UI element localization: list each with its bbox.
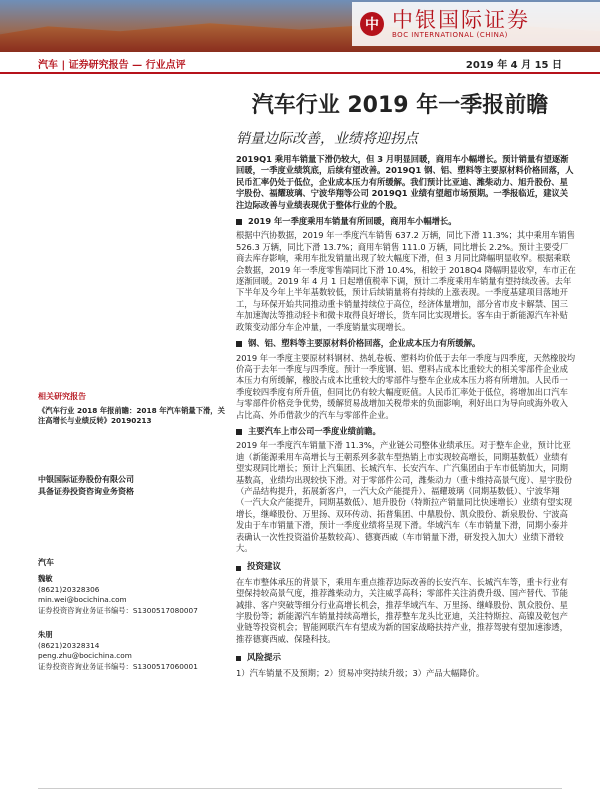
- related-report-link[interactable]: 《汽车行业 2018 年报前瞻：2018 年汽车销量下滑，关注高增长与业绩反转》20190213: [38, 406, 225, 425]
- analyst-card: [38, 630, 228, 672]
- bullet-square-icon: [236, 566, 241, 571]
- bullet-square-icon: [236, 341, 242, 347]
- sidebar: [38, 392, 228, 672]
- investment-heading: 投资建议: [236, 562, 576, 573]
- logo-chinese: 中银国际证券: [392, 8, 530, 32]
- analyst-phone: (8621)20328306: [38, 584, 100, 594]
- logo-english: BOC INTERNATIONAL (CHINA): [392, 31, 508, 39]
- bullet-square-icon: [236, 429, 242, 435]
- footer-divider: [38, 788, 562, 789]
- analyst-cert: 证券投资咨询业务证书编号：S1300517060001: [38, 661, 198, 671]
- page-header: [0, 0, 600, 52]
- brand-logo: [352, 2, 600, 46]
- analyst-cert: 证券投资咨询业务证书编号：S1300517080007: [38, 605, 198, 615]
- bullet-square-icon: [236, 656, 241, 661]
- section-heading: 钢、铝、塑料等主要原材料价格回落，企业成本压力有所缓解。: [236, 338, 576, 349]
- boc-logo-icon: 中: [360, 12, 384, 36]
- section-heading: 主要汽车上市公司一季度业绩前瞻。: [236, 426, 576, 437]
- report-category: 汽车 | 证券研究报告 — 行业点评: [38, 60, 186, 71]
- analyst-name: 朱朋: [38, 630, 53, 639]
- page-title: 汽车行业 2019 年一季报前瞻: [251, 93, 549, 118]
- investment-paragraph: 在车市整体承压的背景下，乘用车重点推荐边际改善的长安汽车、长城汽车等，重卡行业有望保持较高景气度，推荐潍柴动力，关注威孚高科；零部件关注消费升级、国产替代、节能减排、客户突破等细分行业高增长机会，推荐华域汽车、万里扬、继峰股份、凯众股份、星宇股份等；新能源汽车销量持续高增长，推荐整车龙头比亚迪，关注特斯拉、高镍及乾包产业链等投资机会；智能网联汽车有望成为新的国家战略扶持产业，推荐驾驶有望加速渗透，推荐德赛西威、保隆科技。: [236, 576, 568, 644]
- analyst-role: 汽车: [38, 558, 54, 567]
- analyst-name: 魏敏: [38, 574, 53, 583]
- report-subbar: [0, 52, 600, 74]
- section-paragraph: 2019 年一季度汽车销量下滑 11.3%，产业链公司整体业绩承压。对于整车企业，预计比亚迪（新能源乘用车高增长与王朝系列多款车型热销上市实现较高增长，同期基数低）业绩有望实现同比增长；预计上汽集团、长城汽车、长安汽车、广汽集团由于车市低销加大，同期基数高，业绩均出现较快下滑。对于零部件公司，潍柴动力（重卡维持高景气度）、星宇股份（产品结构提升，拓展新客户，一汽大众产能提升）、福耀玻璃（同期基数低）、宁波华翔（一汽大众产能提升，同期基数低）、旭升股份（特斯拉产销量同比快速增长）业绩有望实现增长，继峰股份、万里扬、双环传动、拓普集团、中鼎股份、凯众股份、新泉股份、宁波高发由于车市销量下滑，预计一季度业绩将呈现下滑。华域汽车（车市销量下滑，同期小泰并表确认一次性投资溢价基数较高）、德赛西威（车市销量下滑，研发投入加大）业绩下滑较大。: [236, 440, 573, 553]
- analyst-email[interactable]: peng.zhu@bocichina.com: [38, 651, 132, 660]
- analyst-email[interactable]: min.wei@bocichina.com: [38, 595, 127, 604]
- company-info: [38, 474, 228, 498]
- analyst-list: [38, 558, 228, 672]
- company-qualification: 具备证券投资咨询业务资格: [38, 487, 134, 496]
- section-heading: 2019 年一季度乘用车销量有所回暖，商用车小幅增长。: [236, 216, 576, 227]
- analyst-card: [38, 574, 228, 616]
- summary-paragraph: 2019Q1 乘用车销量下滑仍较大，但 3 月明显回暖，商用车小幅增长。预计销量有望逐渐回暖，一季度业绩筑底，后续有望改善。2019Q1 钢、铝、塑料等主要原材料价格回落，人民币汇率仍处于低位，企业成本压力有所缓解。我们预计比亚迪、潍柴动力、旭升股份、星宇股份、福耀玻璃、宁波华翔等公司 2019Q1 业绩有望超市场预期。一季报临近，建议关注边际改善与业绩表现优于整体行业的个股。: [236, 154, 574, 210]
- page-subtitle: 销量边际改善，业绩将迎拐点: [236, 131, 418, 147]
- analyst-phone: (8621)20328314: [38, 640, 100, 650]
- report-date: 2019 年 4 月 15 日: [465, 60, 562, 71]
- company-name: 中银国际证券股份有限公司: [38, 475, 134, 484]
- risk-paragraph: 1）汽车销量不及预期；2）贸易冲突持续升级；3）产品大幅降价。: [236, 667, 485, 678]
- bullet-square-icon: [236, 219, 242, 225]
- related-reports-title: 相关研究报告: [38, 392, 86, 401]
- section-paragraph: 根据中汽协数据，2019 年一季度汽车销售 637.2 万辆，同比下滑 11.3%；其中乘用车销售 526.3 万辆，同比下滑 13.7%；商用车销售 111.0 万辆，同比增长 2.2%。预计主要受厂商去库存影响，乘用车批发销量出现了较大幅度下滑，但 3 月同比降幅明显收窄。根据乘联会数据，2019 年一季度零售端同比下滑 10.4%，相较于 2018Q4 降幅明显收窄，车市正在逐渐回暖。2019 年 4 月 1 日起增值税率下调，预计二季度乘用车销量有望持续改善。去年下半年及今年上半年基数较低，预计后续销量将有持续的上涨表现。一季度基建项目落地开工，与环保开始共同推动重卡销量持续位于高位，经济体量增加，部分省市皮卡解禁、国三车加速淘汰等推动轻卡和微卡取得良好增长，货车同比实现增长。客车由于新能源汽车补贴政策变动部分车企冲量，一季度销量实现增长。: [236, 230, 576, 332]
- risk-heading: 风险提示: [236, 653, 576, 664]
- section-paragraph: 2019 年一季度主要原材料钢材、热轧卷板、塑料均价低于去年一季度与四季度，天然橡胶均价高于去年一季度与四季度。预计一季度钢、铝、塑料占成本比重较大的相关零部件企业成本压力有所缓解，橡胶占成本比重较大的零部件与整车企业成本压力将有所增加。人民币一季度较四季度有所升值，但同比仍有较大幅度贬值。人民币汇率处于低位，将增加出口汽车与零部件价格竞争优势，缓解贸易战增加关税带来的负面影响，利好出口为导向或海外收入占比高、外币借款少的汽车与零部件企业。: [236, 352, 576, 420]
- report-body: [236, 154, 576, 684]
